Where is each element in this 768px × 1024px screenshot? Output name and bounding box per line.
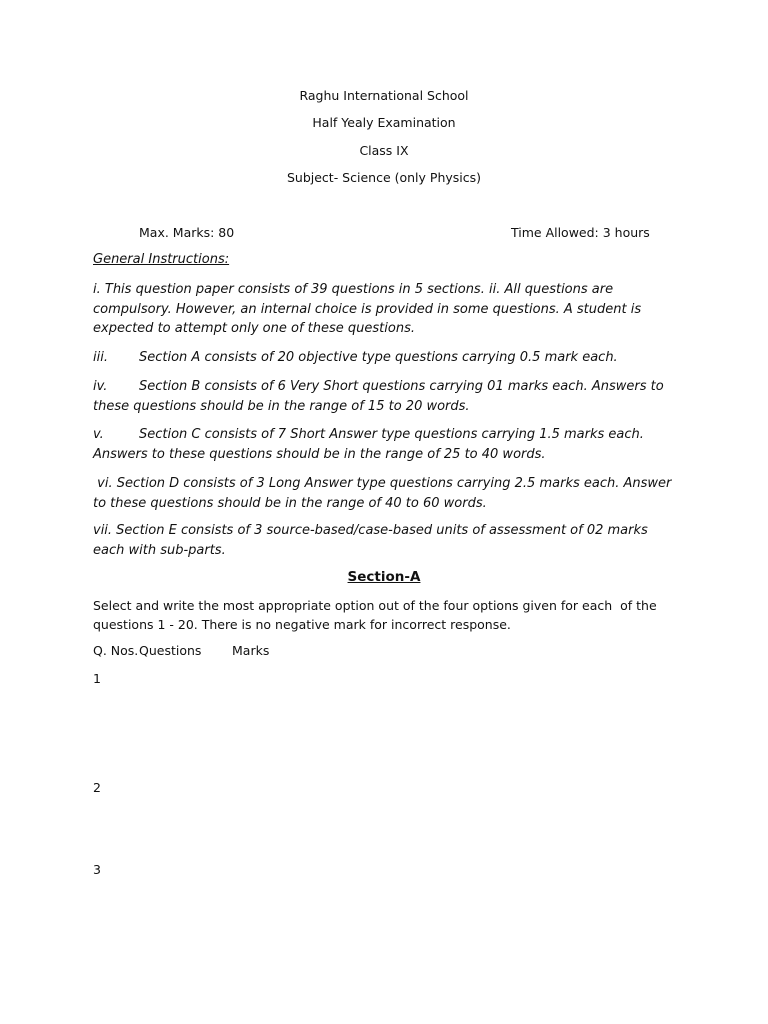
- subject-label: Subject- Science (only Physics): [286, 170, 482, 185]
- instruction-item-5: [93, 425, 683, 464]
- instruction-item-3-text: Section A consists of 20 objective type questions carrying 0.5 mark each.: [139, 350, 618, 365]
- question-number-1: 1: [93, 671, 101, 686]
- instruction-item-4: [93, 377, 683, 416]
- column-header-qnos: Q. Nos.: [93, 643, 139, 658]
- exam-title: Half Yealy Examination: [312, 115, 456, 130]
- question-number-2: 2: [93, 780, 101, 795]
- instruction-item-5-text: Section C consists of 7 Short Answer type questions carrying 1.5 marks each. Answers to these questions should be in the range of 25 to 40 words.: [93, 427, 644, 462]
- instruction-item-7: vii. Section E consists of 3 source-based/case-based units of assessment of 02 marks each with sub-parts.: [93, 523, 648, 558]
- instruction-item-6: vi. Section D consists of 3 Long Answer type questions carrying 2.5 marks each. Answer to these questions should be in the range of 40 to 60 words.: [93, 476, 676, 511]
- max-marks: Max. Marks: 80: [139, 225, 235, 240]
- instruction-item-3-num: iii.: [93, 350, 108, 365]
- instructions-heading: General Instructions:: [93, 252, 230, 267]
- school-name: Raghu International School: [299, 88, 469, 103]
- instruction-item-1: i. This question paper consists of 39 questions in 5 sections. ii. All questions are compulsory. However, an internal choice is provided in some questions. A student is expected to attempt only one of these questions.: [93, 282, 642, 336]
- instruction-item-4-num: iv.: [93, 379, 108, 394]
- column-header-questions: Questions: [139, 643, 202, 658]
- section-a-intro: Select and write the most appropriate option out of the four options given for each of the questions 1 - 20. There is no negative mark for incorrect response.: [93, 598, 661, 632]
- instruction-item-5-num: v.: [93, 427, 104, 442]
- question-number-3: 3: [93, 862, 101, 877]
- class-label: Class IX: [359, 143, 409, 158]
- instruction-item-3: [93, 348, 683, 368]
- instruction-item-4-text: Section B consists of 6 Very Short questions carrying 01 marks each. Answers to these questions should be in the range of 15 to 20 words.: [93, 379, 664, 414]
- time-allowed: Time Allowed: 3 hours: [511, 225, 650, 240]
- section-a-title: Section-A: [347, 569, 421, 585]
- column-header-marks: Marks: [232, 643, 270, 658]
